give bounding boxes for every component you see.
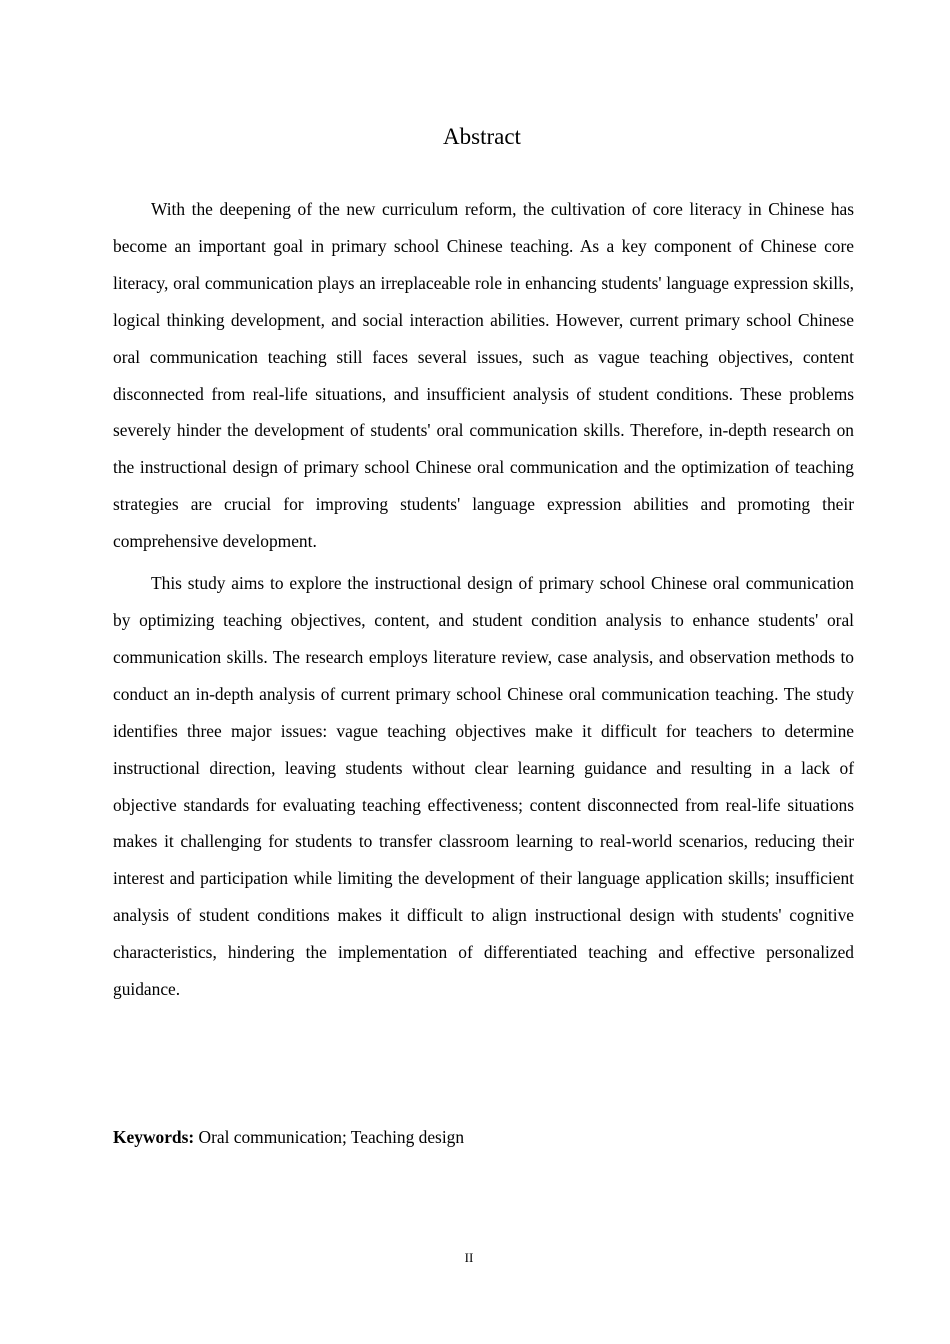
abstract-paragraph-1: With the deepening of the new curriculum reform, the cultivation of core literacy in Chinese has become an important goal in primary school Chinese teaching. As a key component of Chinese core literacy, oral communication plays an irreplaceable role in enhancing students' language expression skills, logical thinking development, and social interaction abilities. However, current primary school Chinese oral communication teaching still faces several issues, such as vague teaching objectives, content disconnected from real-life situations, and insufficient analysis of student conditions. These problems severely hinder the development of students' oral communication skills. Therefore, in-depth research on the instructional design of primary school Chinese oral communication and the optimization of teaching strategies are crucial for improving students' language expression abilities and promoting their comprehensive development. <box>113 199 854 552</box>
keywords-text: Oral communication; Teaching design <box>198 1127 465 1147</box>
keywords-line <box>113 1122 854 1152</box>
abstract-paragraph-2: This study aims to explore the instructional design of primary school Chinese oral communication by optimizing teaching objectives, content, and student condition analysis to enhance students' oral communication skills. The research employs literature review, case analysis, and observation methods to conduct an in-depth analysis of current primary school Chinese oral communication teaching. The study identifies three major issues: vague teaching objectives make it difficult for teachers to determine instructional direction, leaving students without clear learning guidance and resulting in a lack of objective standards for evaluating teaching effectiveness; content disconnected from real-life situations makes it challenging for students to transfer classroom learning to real-world scenarios, reducing their interest and participation while limiting the development of their language application skills; insufficient analysis of student conditions makes it difficult to align instructional design with students' cognitive characteristics, hindering the implementation of differentiated teaching and effective personalized guidance. <box>113 573 854 1000</box>
keywords-label: Keywords: <box>113 1127 195 1147</box>
page-number: II <box>464 1250 474 1265</box>
abstract-title: Abstract <box>443 124 521 149</box>
abstract-body <box>113 191 854 1008</box>
